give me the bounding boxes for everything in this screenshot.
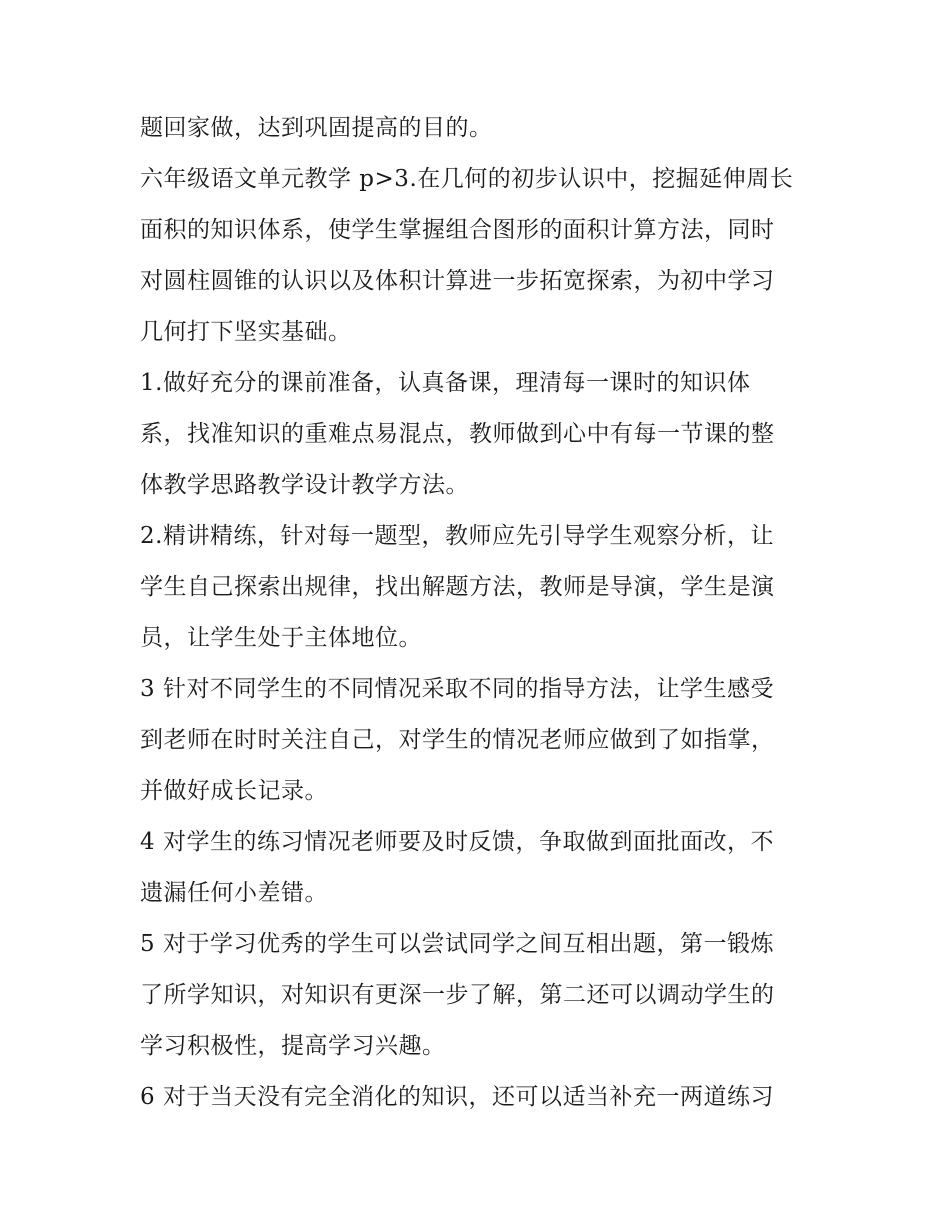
text-line: 学习积极性，提高学习兴趣。 [140, 1033, 446, 1059]
paragraph-1 [140, 103, 820, 154]
paragraph-4 [140, 511, 820, 664]
text-line: 题回家做，达到巩固提高的目的。 [140, 115, 493, 141]
text-line: 3 针对不同学生的不同情况采取不同的指导方法，让学生感受 [140, 676, 774, 702]
paragraph-8 [140, 1072, 820, 1123]
paragraph-2 [140, 154, 820, 358]
text-line: 到老师在时时关注自己，对学生的情况老师应做到了如指掌， [140, 727, 775, 753]
text-line: 2.精讲精练，针对每一题型，教师应先引导学生观察分析，让 [140, 523, 774, 549]
text-line: 遗漏任何小差错。 [140, 880, 328, 906]
text-line: 对圆柱圆锥的认识以及体积计算进一步拓宽探索，为初中学习 [140, 268, 775, 294]
paragraph-5 [140, 664, 820, 817]
text-line: 并做好成长记录。 [140, 778, 328, 804]
text-line: 员，让学生处于主体地位。 [140, 625, 422, 651]
text-line: 几何打下坚实基础。 [140, 319, 352, 345]
text-line: 1.做好充分的课前准备，认真备课，理清每一课时的知识体 [140, 370, 751, 396]
text-line: 面积的知识体系，使学生掌握组合图形的面积计算方法，同时 [140, 217, 775, 243]
text-line: 5 对于学习优秀的学生可以尝试同学之间互相出题，第一锻炼 [140, 931, 774, 957]
paragraph-6 [140, 817, 820, 919]
paragraph-3 [140, 358, 820, 511]
text-line: 体教学思路教学设计教学方法。 [140, 472, 469, 498]
paragraph-7 [140, 919, 820, 1072]
text-line: 了所学知识，对知识有更深一步了解，第二还可以调动学生的 [140, 982, 775, 1008]
text-line: 4 对学生的练习情况老师要及时反馈，争取做到面批面改，不 [140, 829, 774, 855]
text-line: 系，找准知识的重难点易混点，教师做到心中有每一节课的整 [140, 421, 775, 447]
text-line: 学生自己探索出规律，找出解题方法，教师是导演，学生是演 [140, 574, 775, 600]
text-line: 6 对于当天没有完全消化的知识，还可以适当补充一两道练习 [140, 1084, 774, 1110]
text-line: 六年级语文单元教学 p>3.在几何的初步认识中，挖掘延伸周长 [140, 166, 794, 192]
document-body [140, 103, 820, 1123]
